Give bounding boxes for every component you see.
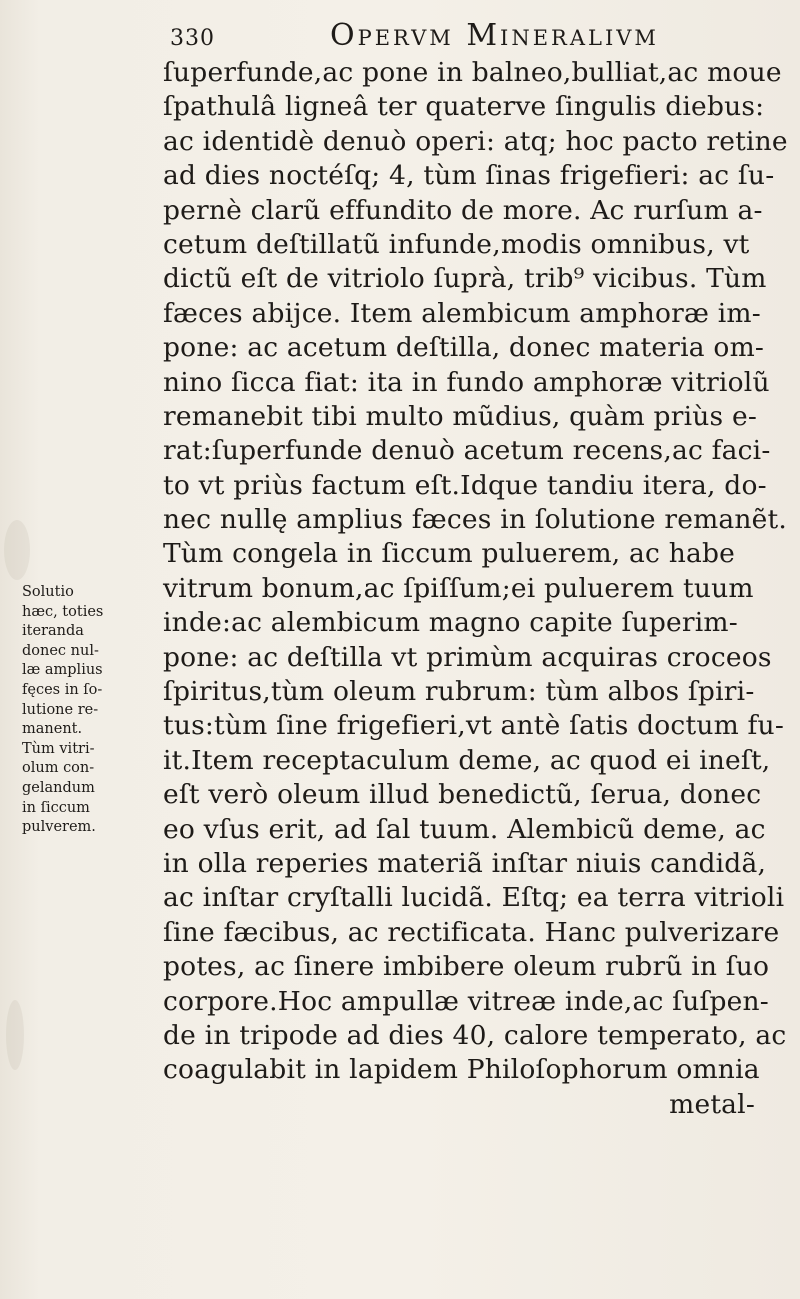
text-line: pernè clarũ effundito de more. Ac rurſum a-	[163, 194, 763, 226]
marginal-note-line: in ſiccum	[22, 799, 90, 816]
text-line: eo vſus erit, ad ſal tuum. Alembicũ deme, ac	[163, 813, 766, 845]
text-line: fæces abijce. Item alembicum amphoræ im-	[163, 297, 761, 329]
marginal-note-line: Solutio	[22, 584, 74, 600]
marginal-note-line: Tùm vitri-	[22, 740, 95, 757]
text-line: tus:tùm ſine frigefieri,vt antè ſatis doctum fu-	[163, 710, 784, 742]
marginal-note-line: olum con-	[22, 760, 95, 777]
marginal-note	[22, 583, 150, 838]
text-line: it.Item receptaculum deme, ac quod ei ineſt,	[163, 744, 771, 776]
page-number: 330	[170, 26, 215, 51]
text-line: ac identidè denuò operi: atq; hoc pacto retine	[163, 125, 788, 157]
marginal-note-line: manent.	[22, 721, 83, 738]
running-title: Opervm Mineralivm	[330, 18, 659, 53]
text-line: ſine fæcibus, ac rectificata. Hanc pulverizare	[163, 916, 780, 948]
text-line: cetum deſtillatũ infunde,modis omnibus, vt	[163, 228, 750, 260]
text-line: coagulabit in lapidem Philoſophorum omnia	[163, 1054, 760, 1086]
text-line: potes, ac ſinere imbibere oleum rubrũ in ſuo	[163, 951, 770, 983]
text-line: dictũ eſt de vitriolo ſuprà, trib⁹ vicibus. Tùm	[163, 263, 767, 295]
text-line: ſuperfunde,ac pone in balneo,bulliat,ac moue	[163, 57, 782, 88]
marginal-note-line: gelandum	[22, 779, 95, 796]
text-line: ac inſtar cryſtalli lucidã. Eſtq; ea terra vitrioli	[163, 882, 785, 914]
ink-smudge	[6, 1000, 24, 1070]
text-line: ſpiritus,tùm oleum rubrum: tùm albos ſpiri-	[163, 676, 755, 708]
text-line: vitrum bonum,ac ſpiſſum;ei puluerem tuum	[163, 572, 754, 604]
text-line: remanebit tibi multo mũdius, quàm priùs e-	[163, 400, 757, 432]
text-line: ad dies noctéſq; 4, tùm ſinas frigefieri: ac ſu-	[163, 160, 775, 192]
text-line: Tùm congela in ſiccum puluerem, ac habe	[163, 538, 736, 570]
text-line: de in tripode ad dies 40, calore temperato, ac	[163, 1019, 787, 1051]
text-line: to vt priùs factum eſt.Idque tandiu itera, do-	[163, 469, 767, 501]
text-line: pone: ac deſtilla vt primùm acquiras croceos	[163, 641, 772, 673]
text-line: in olla reperies materiã inſtar niuis candidã,	[163, 847, 767, 879]
text-line: inde:ac alembicum magno capite ſuperim-	[163, 607, 738, 639]
catchword: metal-	[669, 1088, 755, 1120]
text-line: rat:ſuperfunde denuò acetum recens,ac faci-	[163, 435, 771, 467]
text-line: pone: ac acetum deſtilla, donec materia om-	[163, 332, 765, 364]
text-line: nec nullę amplius fæces in ſolutione remanẽt.	[163, 504, 788, 536]
marginal-note-line: iteranda	[22, 623, 84, 640]
text-line: corpore.Hoc ampullæ vitreæ inde,ac ſuſpen-	[163, 985, 769, 1017]
marginal-note-line: donec nul-	[22, 642, 99, 659]
marginal-note-line: pulverem.	[22, 819, 96, 836]
marginal-note-line: læ amplius	[22, 662, 103, 679]
body-text	[163, 56, 800, 1122]
marginal-note-line: hæc, toties	[22, 603, 104, 620]
marginal-note-line: lutione re-	[22, 701, 99, 718]
text-line: ſpathulâ ligneâ ter quaterve ſingulis diebus:	[163, 91, 765, 123]
text-line: eſt verò oleum illud benedictũ, ſerua, donec	[163, 779, 762, 811]
marginal-note-line: fęces in ſo-	[22, 681, 103, 698]
text-line: nino ſicca fiat: ita in fundo amphoræ vitriolũ	[163, 366, 770, 398]
ink-smudge	[4, 520, 30, 580]
